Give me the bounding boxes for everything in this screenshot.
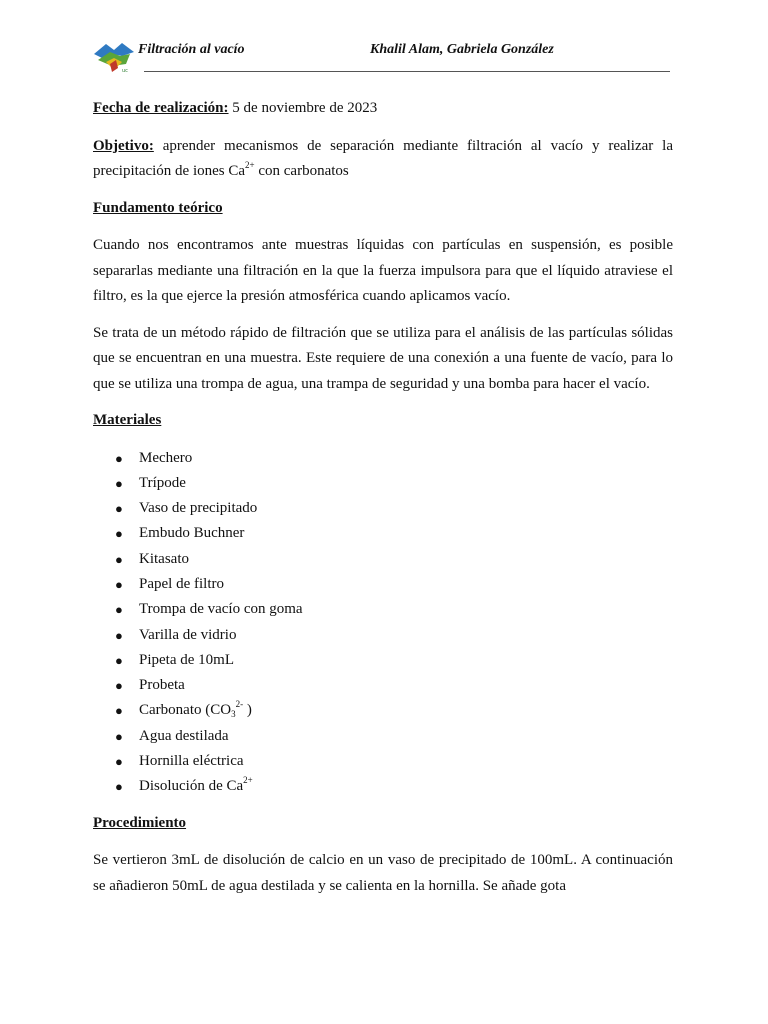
carbonato-subscript: 3 [231, 709, 236, 720]
list-item [93, 749, 673, 774]
fundamento-heading-text: Fundamento teórico [93, 199, 223, 216]
list-item [93, 496, 673, 521]
list-item [93, 774, 673, 799]
header-authors: Khalil Alam, Gabriela González [370, 42, 554, 57]
bullet-icon: ● [115, 551, 123, 567]
list-item-text: Papel de filtro [139, 575, 224, 592]
procedimiento-heading-text: Procedimiento [93, 814, 187, 831]
procedimiento-heading [93, 811, 673, 837]
materiales-list [93, 446, 673, 800]
list-item [93, 521, 673, 546]
page-header [92, 38, 672, 78]
list-item-text: Mechero [139, 449, 193, 466]
bullet-icon: ● [115, 627, 123, 643]
list-item [93, 724, 673, 749]
bullet-icon: ● [115, 501, 123, 517]
list-item-text: Carbonato (CO [139, 702, 232, 719]
bullet-icon: ● [115, 602, 123, 618]
list-item-text: Probeta [139, 677, 185, 694]
header-divider [144, 71, 670, 72]
list-item-text: Disolución de Ca [139, 778, 244, 795]
fundamento-paragraph-2: Se trata de un método rápido de filtración que se utiliza para el análisis de las partículas sólidas que se encuentran en una muestra. Este requiere de una conexión a una fuente de vacío, para lo que se utiliza una trompa de agua, una trampa de seguridad y una bomba para hacer el vacío. [93, 324, 673, 392]
objetivo-superscript: 2+ [245, 160, 255, 170]
bullet-icon: ● [115, 728, 123, 744]
list-item-text: Embudo Buchner [139, 525, 245, 542]
objetivo-paragraph [93, 134, 673, 185]
objetivo-text: aprender mecanismos de separación mediante filtración al vacío y realizar la precipitación de iones Ca [93, 137, 673, 179]
header-title: Filtración al vacío [138, 42, 245, 57]
logo-text: uc [122, 68, 128, 74]
list-item-text: Kitasato [139, 550, 189, 567]
list-item [93, 673, 673, 698]
bullet-icon: ● [115, 779, 123, 795]
list-item [93, 471, 673, 496]
bullet-icon: ● [115, 576, 123, 592]
list-item-text: Trompa de vacío con goma [139, 601, 303, 618]
list-item-text: Trípode [139, 474, 186, 491]
bullet-icon: ● [115, 652, 123, 668]
fecha-value: 5 de noviembre de 2023 [228, 100, 378, 116]
list-item [93, 597, 673, 622]
bullet-icon: ● [115, 526, 123, 542]
list-item-text: Vaso de precipitado [139, 500, 258, 517]
list-item [93, 446, 673, 471]
fundamento-heading [93, 196, 673, 222]
procedimiento-paragraph-1: Se vertieron 3mL de disolución de calcio en un vaso de precipitado de 100mL. A continuación se añadieron 50mL de agua destilada y se calienta en la hornilla. Se añade gota [93, 852, 673, 894]
document-body [93, 96, 673, 899]
materiales-heading-text: Materiales [93, 412, 162, 428]
list-item-text: Varilla de vidrio [139, 626, 237, 643]
list-item-text: Hornilla eléctrica [139, 753, 244, 770]
list-item [93, 698, 673, 723]
carbonato-superscript: 2- [235, 699, 244, 710]
list-item [93, 623, 673, 648]
materiales-heading [93, 408, 673, 434]
bullet-icon: ● [115, 754, 123, 770]
carbonato-end: ) [243, 702, 252, 719]
fecha-line [93, 96, 673, 122]
list-item [93, 572, 673, 597]
bullet-icon: ● [115, 703, 123, 719]
bullet-icon: ● [115, 450, 123, 466]
list-item [93, 547, 673, 572]
university-logo [92, 40, 136, 74]
bullet-icon: ● [115, 678, 123, 694]
objetivo-text-end: con carbonatos [254, 163, 349, 179]
list-item-text: Pipeta de 10mL [139, 651, 234, 668]
list-item-text: Agua destilada [139, 727, 229, 744]
bullet-icon: ● [115, 475, 123, 491]
objetivo-label: Objetivo: [93, 137, 154, 154]
fundamento-paragraph-1: Cuando nos encontramos ante muestras líquidas con partículas en suspensión, es posible separarlas mediante una filtración en la que la fuerza impulsora para que el líquido atraviese el filtro, es la que ejerce la presión atmosférica cuando aplicamos vacío. [93, 237, 673, 304]
list-item [93, 648, 673, 673]
disolucion-superscript: 2+ [243, 775, 253, 786]
fecha-label: Fecha de realización: [93, 100, 229, 116]
